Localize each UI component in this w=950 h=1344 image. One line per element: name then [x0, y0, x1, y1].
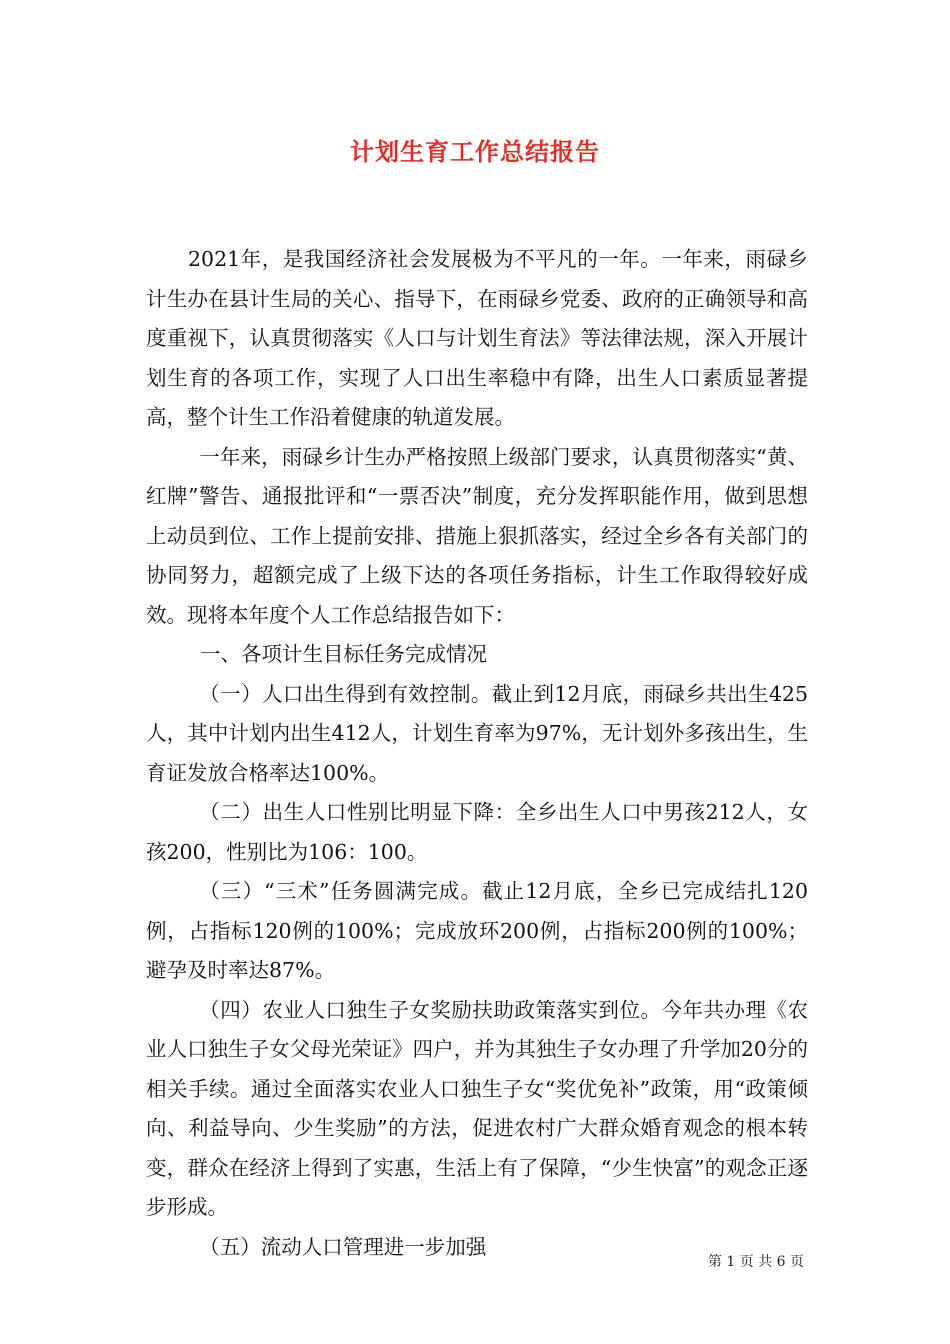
section-heading-1: 一、各项计生目标任务完成情况	[200, 642, 487, 666]
paragraph-item-4: （四）农业人口独生子女奖励扶助政策落实到位。今年共办理《农业人口独生子女父母光荣证》四户，并为其独生子女办理了升学加20分的相关手续。通过全面落实农业人口独生子女“奖优免补”政策，用“政策倾向、利益导向、少生奖励”的方法，促进农村广大群众婚育观念的根本转变，群众在经济上得到了实惠，生活上有了保障，“少生快富”的观念正逐步形成。	[146, 997, 808, 1219]
paragraph-item-3: （三）“三术”任务圆满完成。截止12月底，全乡已完成结扎120例，占指标120例的100%；完成放环200例，占指标200例的100%；避孕及时率达87%。	[146, 879, 808, 982]
paragraph-summary: 一年来，雨碌乡计生办严格按照上级部门要求，认真贯彻落实“黄、红牌”警告、通报批评和“一票否决”制度，充分发挥职能作用，做到思想上动员到位、工作上提前安排、措施上狠抓落实，经过全乡各有关部门的协同努力，超额完成了上级下达的各项任务指标，计生工作取得较好成效。现将本年度个人工作总结报告如下：	[146, 444, 808, 627]
paragraph-item-5: （五）流动人口管理进一步加强	[199, 1234, 487, 1259]
paragraph-intro: 2021年，是我国经济社会发展极为不平凡的一年。一年来，雨碌乡计生办在县计生局的关心、指导下，在雨碌乡党委、政府的正确领导和高度重视下，认真贯彻落实《人口与计划生育法》等法律法规，深入开展计划生育的各项工作，实现了人口出生率稳中有降，出生人口素质显著提高，整个计生工作沿着健康的轨道发展。	[146, 247, 808, 429]
paragraph-item-2: （二）出生人口性别比明显下降：全乡出生人口中男孩212人，女孩200，性别比为106：100。	[146, 800, 808, 864]
document-title: 计划生育工作总结报告	[350, 137, 600, 166]
document-body	[146, 240, 808, 1267]
page-number-footer: 第 1 页 共 6 页	[707, 1254, 804, 1270]
paragraph-item-1: （一）人口出生得到有效控制。截止到12月底，雨碌乡共出生425人，其中计划内出生412人，计划生育率为97%，无计划外多孩出生，生育证发放合格率达100%。	[146, 681, 808, 785]
